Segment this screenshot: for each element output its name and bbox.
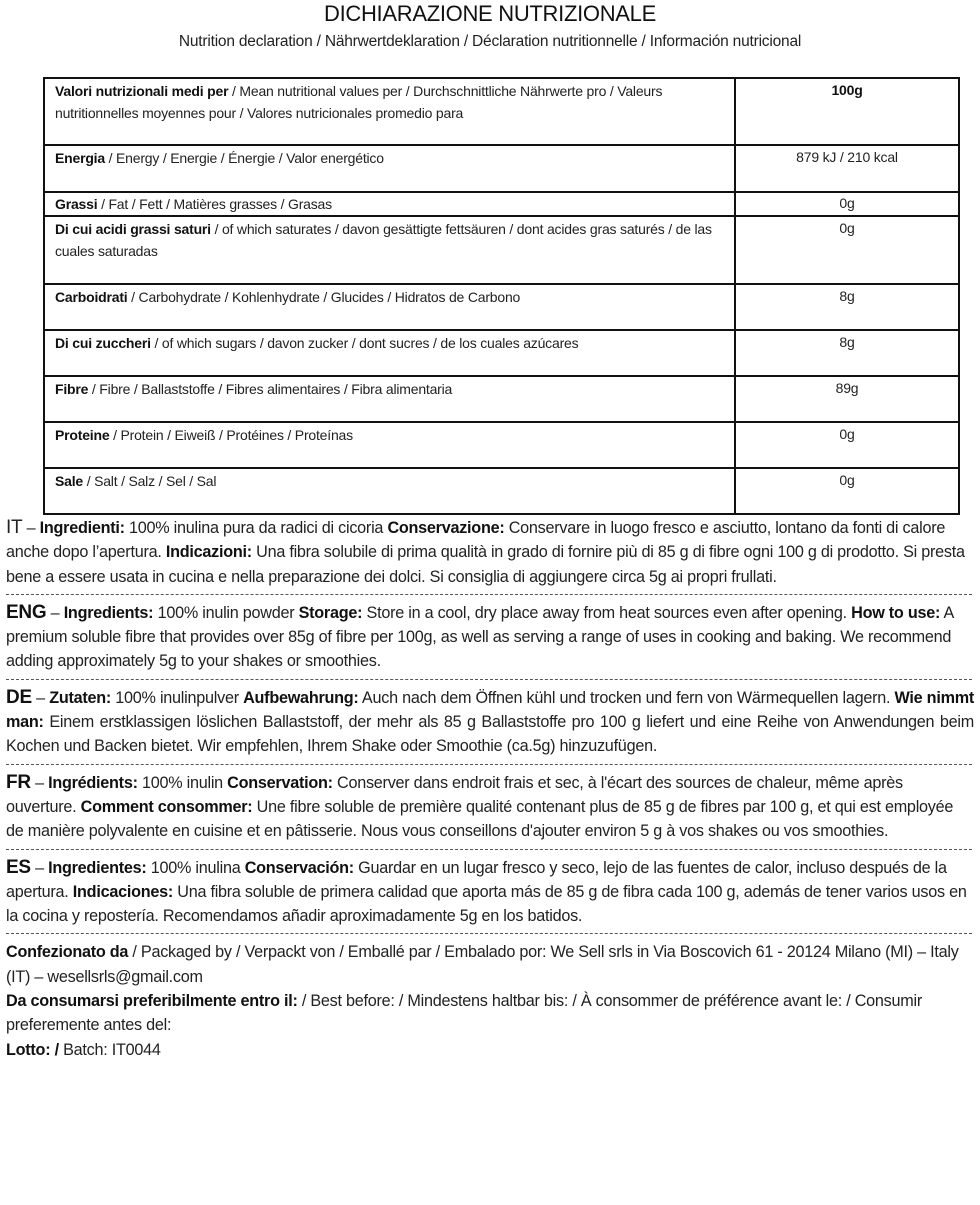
label-bold: Fibre — [55, 381, 89, 397]
label-rest: / Protein / Eiweiß / Protéines / Proteínas — [109, 427, 353, 443]
batch-label: Lotto: / — [6, 1040, 59, 1059]
nutrition-table — [43, 77, 960, 515]
row-label — [44, 192, 735, 216]
dashed-divider — [6, 764, 972, 765]
table-row-saturates — [44, 216, 959, 284]
footer-info — [6, 940, 974, 1061]
label-bold: Carboidrati — [55, 289, 128, 305]
separator: – — [46, 603, 64, 622]
storage-text: Store in a cool, dry place away from heat sources even after opening. — [362, 603, 852, 622]
packaged-label: Confezionato da — [6, 943, 129, 962]
row-value: 879 kJ / 210 kcal — [735, 145, 959, 192]
label-bold: Energia — [55, 150, 105, 166]
table-row-protein — [44, 422, 959, 468]
usage-label: Comment consommer: — [80, 797, 253, 816]
ingredients-text: 100% inulina — [146, 858, 245, 877]
batch-text: Batch: IT0044 — [58, 1040, 161, 1059]
ingredients-text: 100% inulin — [137, 773, 228, 792]
row-value: 0g — [735, 422, 959, 468]
label-rest: / Fat / Fett / Matières grasses / Grasas — [97, 196, 332, 212]
separator: – — [30, 773, 49, 792]
table-row-sugars — [44, 330, 959, 376]
dashed-divider — [6, 849, 972, 850]
page-subtitle: Nutrition declaration / Nährwertdeklaration / Déclaration nutritionnelle / Información nutricional — [178, 33, 802, 50]
page-title: DICHIARAZIONE NUTRIZIONALE — [323, 1, 656, 26]
usage-label: Wie nimmt man: — [6, 688, 974, 732]
section-eng — [6, 601, 974, 674]
row-label — [44, 330, 735, 376]
section-it — [6, 516, 974, 589]
usage-label: Indicazioni: — [165, 543, 252, 562]
usage-label: How to use: — [851, 603, 941, 622]
label-bold: Di cui zuccheri — [55, 335, 151, 351]
batch — [6, 1038, 974, 1062]
ingredients-text: 100% inulin powder — [153, 603, 299, 622]
usage-text: Una fibra solubile di prima qualità in grado di fornire più di 85 g di fibre ogni 100 g di prodotto. Si presta bene a essere usata in cucina e nella preparazione dei dolci. Si consiglia di aggiungere circa 5g ai propri frullati. — [6, 543, 965, 586]
storage-text: Conservare in luogo fresco e asciutto, lontano da fonti di calore anche dopo l’apertura. — [6, 519, 946, 562]
label-bold: Sale — [55, 473, 83, 489]
ingredients-label: Ingrédients: — [48, 773, 138, 792]
label-bold: Di cui acidi grassi saturi — [55, 221, 211, 237]
row-value: 8g — [735, 330, 959, 376]
label-rest: / Energy / Energie / Énergie / Valor energético — [104, 150, 384, 166]
label-rest: / Salt / Salz / Sel / Sal — [83, 473, 217, 489]
table-header-label — [44, 78, 735, 145]
table-header-row — [44, 78, 959, 145]
storage-label: Aufbewahrung: — [243, 688, 359, 707]
ingredients-label: Zutaten: — [49, 688, 112, 707]
dashed-divider — [6, 933, 972, 934]
row-value: 0g — [735, 216, 959, 284]
storage-label: Storage: — [298, 603, 363, 622]
packaged-text: / Packaged by / Verpackt von / Emballé par / Embalado por: We Sell srls in Via Boscovich 61 - 20124 Milano (MI) – Italy (IT) – wesellsrls@gmail.com — [6, 943, 959, 986]
row-label — [44, 376, 735, 422]
label-rest: / Carbohydrate / Kohlenhydrate / Glucides / Hidratos de Carbono — [127, 289, 521, 305]
usage-text: Une fibre soluble de première qualité contenant plus de 85 g de fibres par 100 g, et qui est employée de manière polyvalente en cuisine et en pâtisserie. Nous vous conseillons d'ajouter environ 5 g à vos shakes ou vos smoothies. — [6, 797, 954, 841]
separator: – — [31, 688, 50, 707]
language-code: DE — [6, 686, 32, 708]
table-row-carbohydrate — [44, 284, 959, 330]
table-header-value: 100g — [735, 78, 959, 145]
label-rest: / Fibre / Ballaststoffe / Fibres alimentaires / Fibra alimentaria — [88, 381, 453, 397]
dashed-divider — [6, 679, 972, 680]
storage-text: Conserver dans endroit frais et sec, à l'écart des sources de chaleur, même après ouverture. — [6, 773, 903, 816]
table-row-salt — [44, 468, 959, 514]
storage-text: Guardar en un lugar fresco y seco, lejo de las fuentes de calor, incluso después de la apertura. — [6, 858, 947, 901]
language-code: FR — [6, 771, 31, 793]
row-value: 89g — [735, 376, 959, 422]
storage-text: Auch nach dem Öffnen kühl und trocken und fern von Wärmequellen lagern. — [358, 688, 895, 707]
separator: – — [30, 858, 49, 877]
language-code: IT — [6, 517, 23, 538]
label-rest: / Mean nutritional values per / Durchschnittliche Nährwerte pro / Valeurs nutritionnelles moyennes pour / Valores nutricionales promedio para — [55, 83, 663, 121]
separator: – — [22, 519, 40, 537]
usage-text: Einem erstklassigen löslichen Ballaststoff, der mehr als 85 g Ballaststoffe pro 100 g liefert und eine Reihe von Anwendungen beim Kochen und Backen bietet. Wir empfehlen, Ihrem Shake oder Smoothie (ca.5g) hinzuzufügen. — [6, 713, 974, 756]
ingredients-label: Ingredienti: — [39, 519, 125, 537]
section-fr — [6, 771, 974, 844]
label-bold: Valori nutrizionali medi per — [55, 83, 229, 99]
table-row-fibre — [44, 376, 959, 422]
row-label — [44, 284, 735, 330]
storage-label: Conservazione: — [387, 519, 505, 537]
best-before — [6, 989, 974, 1038]
row-value: 0g — [735, 192, 959, 216]
dashed-divider — [6, 594, 972, 595]
section-de — [6, 686, 974, 759]
storage-label: Conservation: — [227, 773, 333, 792]
ingredients-label: Ingredients: — [63, 603, 154, 622]
language-sections — [6, 516, 974, 1062]
ingredients-text: 100% inulinpulver — [111, 688, 244, 707]
row-label — [44, 216, 735, 284]
label-bold: Proteine — [55, 427, 110, 443]
row-value: 8g — [735, 284, 959, 330]
best-before-label: Da consumarsi preferibilmente entro il: — [6, 992, 298, 1011]
table-row-fat — [44, 192, 959, 216]
label-rest: / of which sugars / davon zucker / dont sucres / de los cuales azúcares — [150, 335, 579, 351]
section-es — [6, 856, 974, 929]
ingredients-label: Ingredientes: — [48, 858, 147, 877]
storage-label: Conservación: — [244, 858, 354, 877]
ingredients-text: 100% inulina pura da radici di cicoria — [124, 519, 388, 537]
row-label — [44, 422, 735, 468]
row-label — [44, 145, 735, 192]
usage-text: A premium soluble fibre that provides over 85g of fibre per 100g, as well as serving a range of uses in cooking and baking. We recommend adding approximately 5g to your shakes or smoothies. — [6, 603, 954, 671]
row-value: 0g — [735, 468, 959, 514]
table-row-energy — [44, 145, 959, 192]
language-code: ES — [6, 856, 31, 878]
usage-label: Indicaciones: — [72, 882, 173, 901]
label-bold: Grassi — [55, 196, 98, 212]
packaged-by — [6, 940, 974, 989]
usage-text: Una fibra soluble de primera calidad que aporta más de 85 g de fibra cada 100 g, además de tener varios usos en la cocina y repostería. Recomendamos añadir aproximadamente 5g en los batidos. — [6, 882, 967, 926]
best-before-text: / Best before: / Mindestens haltbar bis: / À consommer de préférence avant le: / Consumir preferemente antes del: — [6, 992, 923, 1035]
language-code: ENG — [6, 601, 47, 623]
label-rest: / of which saturates / davon gesättigte fettsäuren / dont acides gras saturés / de las cuales saturadas — [55, 221, 712, 259]
row-label — [44, 468, 735, 514]
